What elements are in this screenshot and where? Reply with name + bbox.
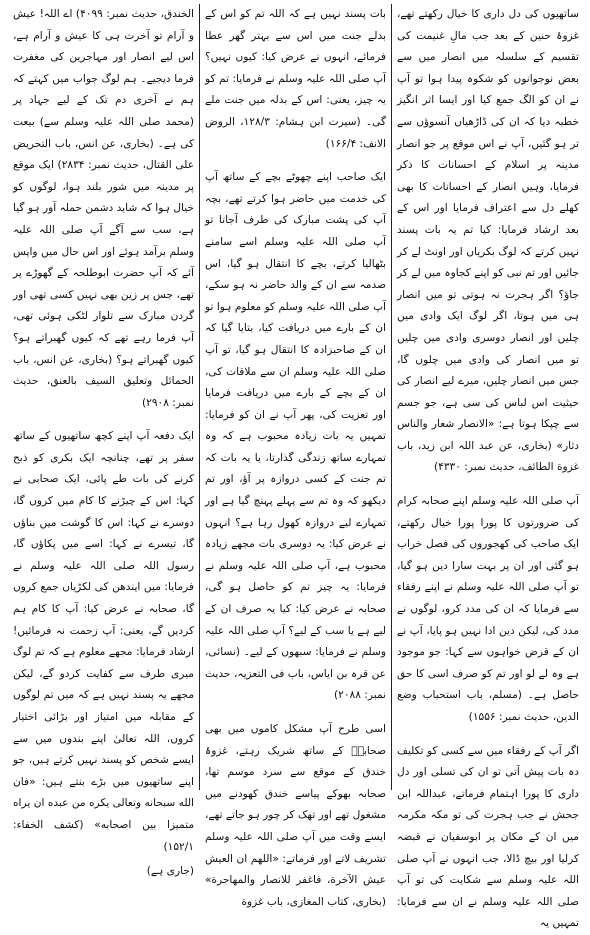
paragraph: بات پسند نہیں ہے کہ اللہ تم کو اس کے بدلے جنت میں اس سے بہتر گھر عطا فرمائے، انہوں نے عرض کیا: کیوں نہیں؟ آپ صلی اللہ علیہ وسلم نے فرمایا: تم کو یہ چیز، یعنی: اس کے بدلہ میں جنت ملے گی۔ (سیرت ابن ہشام: ۱۲۸/۳، الروض الانف: ۱۶۶/۴) [205, 8, 386, 150]
paragraph-gap [13, 414, 194, 426]
column-right [392, 4, 584, 930]
paragraph: اسی طرح آپ مشکل کاموں میں بھی صحابہؓ کے ساتھ شریک رہتے، غزوۂ خندق کے موقع سے سرد موسم تھا، صحابہ بھوکے پیاسے خندق کھودنے میں مشغول تھے اور تھک کر چور ہو جاتے تھے، ایسے وقت میں آپ صلی اللہ علیہ وسلم تشریف لاتے اور فرماتے: «اللهم ان العيش عيش الآخرة، فاغفر للانصار والمهاجرة» (بخاری، کتاب المغازی، باب غزوة [205, 723, 386, 908]
paragraph: آپ صلی اللہ علیہ وسلم اپنے صحابہ کرام کی ضرورتوں کا پورا پورا خیال رکھتے، ایک صاحب کی کھجوروں کی فصل خراب ہو گئی اور ان پر بہت سارا دین ہو گیا، تو آپ صلی اللہ علیہ وسلم نے اپنے رفقاء سے فرمایا کہ ان کی مدد کرو، لوگوں نے مدد کی، لیکن دین ادا نہیں ہو پایا، آپ نے ان کے قرض خواہوں سے کہا: جو موجود ہے وہ لے لو اور تم کو صرف اسی کا حق حاصل ہے۔ (مسلم، باب استحباب وضع الدین، حدیث نمبر: ۱۵۵۶) [397, 495, 579, 723]
column-left [8, 4, 200, 878]
paragraph: ساتھیوں کی دل داری کا خیال رکھتے تھے، غزوۂ حنین کے بعد جب مالِ غنیمت کی تقسیم کے سلسلہ میں انصار میں سے بعض نوجوانوں کو شکوہ پیدا ہوا تو آپ نے ان کو الگ جمع کیا اور ایسا اثر انگیز خطبہ دیا کہ ان کی ڈاڑھیاں آنسوؤں سے تر ہو گئیں، آپ نے اس موقع پر جو انصار مدینہ پر اسلام کے احسانات کا ذکر فرمایا، وہیں انصار کے احسانات کا بھی کھلے دل سے اعتراف فرمایا اور اس کے بعد ارشاد فرمایا: کیا تم یہ بات پسند نہیں کرتے کہ لوگ بکریاں اور اونٹ لے کر جائیں اور تم نبی کو اپنے کجاوہ میں لے کر جاؤ؟ اگر ہجرت نہ ہوتی تو میں انصار ہی میں ہوتا، اگر لوگ ایک وادی میں چلیں اور انصار دوسری وادی میں چلیں تو میں انصار کی وادی میں چلوں گا، جس میں انصار چلیں، میرے لیے انصار کی حیثیت اس لباس کی سی ہے، جو جسم سے چپکا ہوتا ہے: «الانصار شعار والناس دثار» (بخاری، عن عبد اللہ ابن زید، باب غزوة الطائف، حدیث نمبر: ۴۳۳۰) [397, 8, 579, 474]
paragraph-gap [397, 729, 579, 741]
newspaper-page [6, 4, 584, 930]
paragraph-gap [397, 479, 579, 491]
paragraph: ایک صاحب اپنے چھوٹے بچے کے ساتھ آپ کی خدمت میں حاضر ہوا کرتے تھے، بچہ آپ کی پشت مبارک کی طرف آجاتا تو آپ صلی اللہ علیہ وسلم اسے سامنے بٹھالیا کرتے، بچے کا انتقال ہو گیا، اس صدمہ سے ان کے والد حاضر نہ ہو سکے، آپ صلی اللہ علیہ وسلم کو معلوم ہوا تو ان کے بارے میں دریافت کیا، بتایا گیا کہ ان کے صاحبزادہ کا انتقال ہو گیا، تو آپ صلی اللہ علیہ وسلم ان سے ملاقات کی، ان کے بچے کے بارے میں دریافت فرمایا اور تعزیت کی، پھر آپ نے ان کو فرمایا: تمہیں یہ بات زیادہ محبوب ہے کہ وہ تمہارے ساتھ زندگی گذارتا، یا یہ بات کہ تم جنت کے کسی دروازہ پر آؤ، اور تم دیکھو کہ وہ تم سے پہلے پہنچ گیا ہے اور تمہارے لیے دروازہ کھول رہا ہے؟ انہوں نے عرض کیا: یہ دوسری بات مجھے زیادہ محبوب ہے، آپ صلی اللہ علیہ وسلم نے فرمایا: یہ چیز تم کو حاصل ہو گی، صحابہ نے عرض کیا: کیا یہ صرف ان کے لیے ہے یا سب کے لیے؟ آپ صلی اللہ علیہ وسلم نے فرمایا: سبھوں کے لیے۔ (نسائی، عن قرہ بن ایاس، باب فی التعزیہ، حدیث نمبر: ۲۰۸۸) [205, 171, 386, 702]
continued-marker: (جاری ہے) [146, 865, 194, 878]
paragraph: ایک دفعہ آپ اپنے کچھ ساتھیوں کے ساتھ سفر پر تھے، چنانچہ ایک بکری کو ذبح کرنے کی بات طے پائی، ایک صحابی نے کہا: اس کے چیڑنے کا کام میں کروں گا، دوسرے نے کہا: اس کا گوشت میں بناؤں گا، تیسرے نے کہا: اسے میں پکاؤں گا، رسول اللہ صلی اللہ علیہ وسلم نے فرمایا: میں ایندھن کی لکڑیاں جمع کروں گا، صحابہ نے عرض کیا: آپ کا کام ہم کردیں گے، یعنی: آپ زحمت نہ فرمائیں! ارشاد فرمایا: مجھے معلوم ہے کہ تم لوگ میری طرف سے کفایت کردو گے، لیکن مجھے یہ پسند نہیں ہے کہ میں تم لوگوں کے مقابلہ میں امتیاز اور بڑائی اختیار کروں، اللہ تعالیٰ اپنے بندوں میں سے ایسے شخص کو پسند نہیں کرتے ہیں، جو اپنے ساتھیوں میں بڑے بنتے ہیں: «فان الله سبحانه وتعالى يكره من عبده ان يراه متميزا بين اصحابه» (کشف الخفاء: ۱۵۲/۱) [13, 430, 194, 853]
paragraph: الخندق، حدیث نمبر: ۴۰۹۹) اے اللہ! عیش و آرام تو آخرت ہی کا عیش و آرام ہے، اس لیے انصار اور مہاجرین کی مغفرت فرما دیجیے۔ ہم لوگ جواب میں کہتے کہ ہم نے آخری دم تک کے لیے جہاد پر (محمد صلی اللہ علیہ وسلم سے) بیعت کی ہے۔ (بخاری، عن انس، باب التحریض علی القتال، حدیث نمبر: ۲۸۳۴) ایک موقع پر مدینہ میں شور بلند ہوا، لوگوں کو خیال ہوا کہ شاید دشمن حملہ آور ہو گیا ہے، سب سے آگے آپ صلی اللہ علیہ وسلم برآمد ہوئے اور اس حال میں واپس آئے کہ آپ حضرت ابوطلحہ کے گھوڑے پر تھے، جس پر زین بھی نہیں کسی تھی اور گردن مبارک سے تلوار لٹکی ہوئی تھی، آپ فرما رہے تھے کہ کیوں گھبراتے ہو؟ کیوں گھبراتے ہو؟ (بخاری، عن انس، باب الحمائل وتعلیق السیف بالعنق، حدیث نمبر: ۲۹۰۸) [13, 8, 195, 409]
paragraph-gap [205, 707, 386, 719]
paragraph: اگر آپ کے رفقاء میں سے کسی کو تکلیف دہ بات پیش آتی تو ان کی تسلی اور دل داری کا پورا اہتمام فرماتے، عبداللہ ابن جحش نے جب ہجرت کی تو مکہ مکرمہ میں ان کے مکان پر ابوسفیان نے قبضہ کرلیا اور بیچ ڈالا، جب انہوں نے آپ صلی اللہ علیہ وسلم سے شکایت کی تو آپ صلی اللہ علیہ وسلم نے ان سے فرمایا: تمہیں یہ [397, 744, 579, 930]
paragraph-gap [205, 155, 386, 167]
column-middle [200, 4, 392, 908]
